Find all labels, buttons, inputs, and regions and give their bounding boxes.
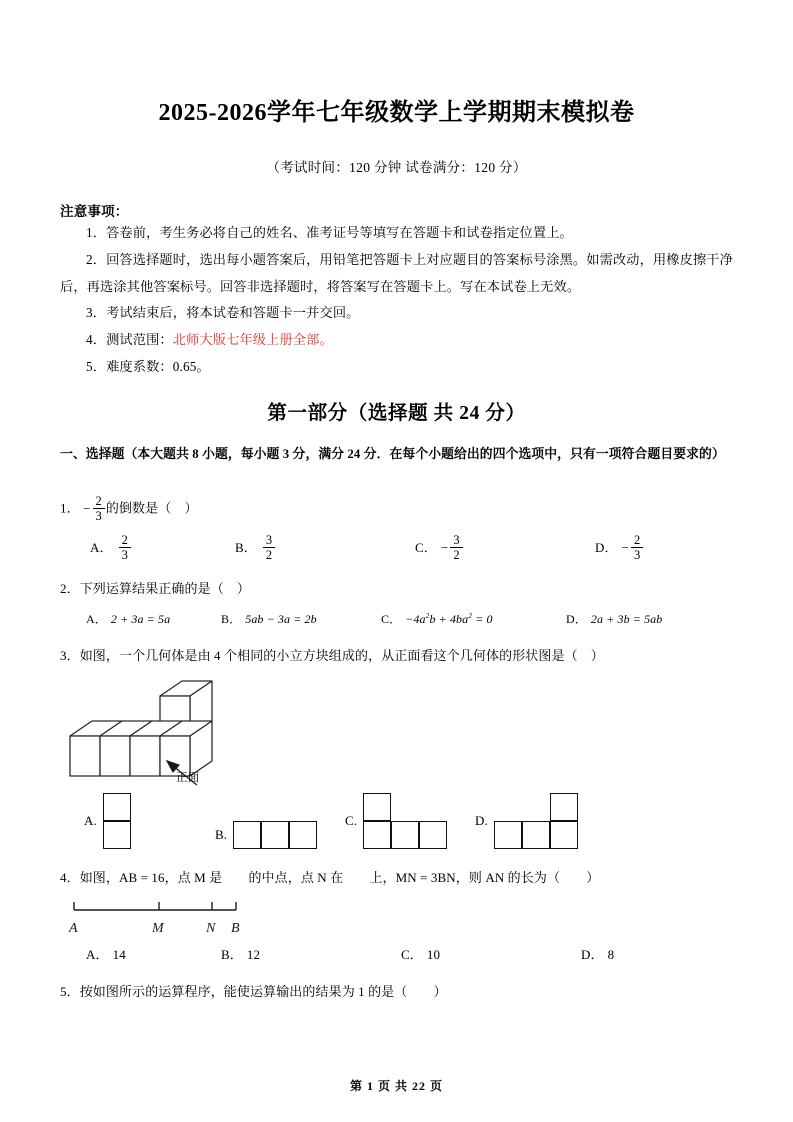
- question-4: [60, 855, 733, 967]
- notice-item-1: 1．答卷前，考生务必将自己的姓名、准考证号等填写在答题卡和试卷指定位置上。: [86, 225, 573, 240]
- question-2-option-a-expr: 2 + 3a = 5a: [110, 611, 171, 626]
- question-3: [60, 630, 733, 856]
- fraction: $\frac{2}{3}$: [119, 533, 131, 562]
- question-4-option-b[interactable]: B． 12: [221, 947, 261, 963]
- question-5-stem: 5．按如图所示的运算程序，能使运算输出的结果为 1 的是（ ）: [60, 983, 447, 999]
- question-3-option-d[interactable]: D.: [475, 793, 578, 849]
- question-2-stem: 2．下列运算结果正确的是（ ）: [60, 580, 251, 596]
- question-2-option-d[interactable]: D． 2a + 3b = 5ab: [566, 609, 662, 630]
- question-2-option-b[interactable]: B． 5ab − 3a = 2b: [221, 609, 381, 630]
- question-2-option-b-expr: 5ab − 3a = 2b: [245, 611, 317, 626]
- segment-point-b: B: [231, 921, 240, 937]
- segment-point-a: A: [69, 921, 78, 937]
- segment-point-n: N: [206, 921, 216, 937]
- question-1-options: [60, 524, 733, 563]
- question-1-fraction: $\frac{2}{3}$: [93, 494, 105, 523]
- section-intro: 一、选择题（本大题共 8 小题，每小题 3 分，满分 24 分．在每个小题给出的四个选项中，只有一项符合题目要求的）: [60, 446, 725, 461]
- question-3-option-b[interactable]: B.: [215, 821, 317, 849]
- question-2-options: [60, 601, 733, 630]
- question-4-option-c[interactable]: C． 10: [401, 947, 441, 963]
- question-1-option-b[interactable]: B． $\frac{3}{2}$: [235, 534, 415, 563]
- question-1-stem: [60, 480, 733, 524]
- question-4-options: [60, 942, 733, 967]
- question-1-option-c[interactable]: C． − $\frac{3}{2}$: [415, 534, 595, 563]
- fraction: $\frac{3}{2}$: [263, 533, 275, 562]
- fraction: $\frac{3}{2}$: [450, 533, 462, 562]
- question-1-sign: −: [83, 501, 91, 517]
- question-3-option-a[interactable]: A.: [84, 793, 131, 849]
- question-4-option-d[interactable]: D． 8: [581, 947, 615, 963]
- option-a-shape: [103, 793, 131, 849]
- question-4-option-a[interactable]: A． 14: [86, 947, 126, 963]
- question-2-option-c-expr: $-4a^2b + 4ba^2 = 0$: [405, 610, 493, 626]
- question-1-option-d[interactable]: D． − $\frac{2}{3}$: [595, 534, 644, 563]
- page-footer: 第 1 页 共 22 页: [349, 1079, 443, 1093]
- cube-solid-svg: [60, 673, 270, 791]
- front-view-label: 正面: [176, 772, 200, 785]
- segment-svg: [60, 896, 260, 942]
- question-5: [60, 967, 733, 1004]
- question-2-option-a[interactable]: A． 2 + 3a = 5a: [60, 609, 221, 630]
- question-3-stem: 3．如图，一个几何体是由 4 个相同的小立方块组成的，从正面看这个几何体的形状图是（ ）: [60, 647, 604, 663]
- notice-list: [60, 220, 733, 381]
- notice-item-3: 3．考试结束后，将本试卷和答题卡一并交回。: [86, 305, 360, 321]
- cube-solid-figure: [60, 673, 733, 791]
- part-one-heading: 第一部分（选择题 共 24 分）: [267, 402, 526, 424]
- question-3-options: [60, 793, 733, 855]
- question-1-option-a[interactable]: A． $\frac{2}{3}$: [60, 534, 235, 563]
- notice-item-4-scope: 北师大版七年级上册全部: [172, 332, 320, 348]
- fraction: $\frac{2}{3}$: [631, 533, 643, 562]
- option-b-shape: [233, 821, 317, 849]
- question-4-stem: 4．如图，AB = 16，点 M 是 的中点，点 N 在 上，MN = 3BN，则 AN 的长为（ ）: [60, 870, 600, 886]
- exam-subtitle: （考试时间：120 分钟 试卷满分：120 分）: [266, 160, 527, 175]
- page-title: 2025-2026学年七年级数学上学期期末模拟卷: [158, 100, 635, 126]
- notice-item-2: 2．回答选择题时，选出每小题答案后，用铅笔把答题卡上对应题目的答案标号涂黑。如需改动，用橡皮擦干净后，再选涂其他答案标号。回答非选择题时，将答案写在答题卡上。写在本试卷上无效。: [60, 251, 733, 294]
- segment-figure: [60, 896, 733, 942]
- notice-item-5: 5．难度系数：0.65。: [86, 358, 210, 374]
- question-1: [60, 480, 733, 563]
- option-d-shape: [494, 793, 578, 849]
- notice-heading: 注意事项：: [60, 204, 129, 219]
- question-2: [60, 563, 733, 630]
- notice-item-4-suffix: 。: [319, 332, 333, 348]
- notice-item-4: [60, 327, 733, 354]
- question-1-number: 1．: [60, 500, 80, 516]
- notice-item-4-prefix: 4．测试范围：: [86, 332, 173, 348]
- segment-point-m: M: [152, 921, 164, 937]
- question-3-option-c[interactable]: C.: [345, 793, 447, 849]
- question-1-stem-suffix: 的倒数是（ ）: [105, 500, 198, 516]
- option-c-shape: [363, 793, 447, 849]
- question-2-option-c[interactable]: C． $-4a^2b + 4ba^2 = 0$: [381, 609, 566, 630]
- question-2-option-d-expr: 2a + 3b = 5ab: [590, 611, 663, 626]
